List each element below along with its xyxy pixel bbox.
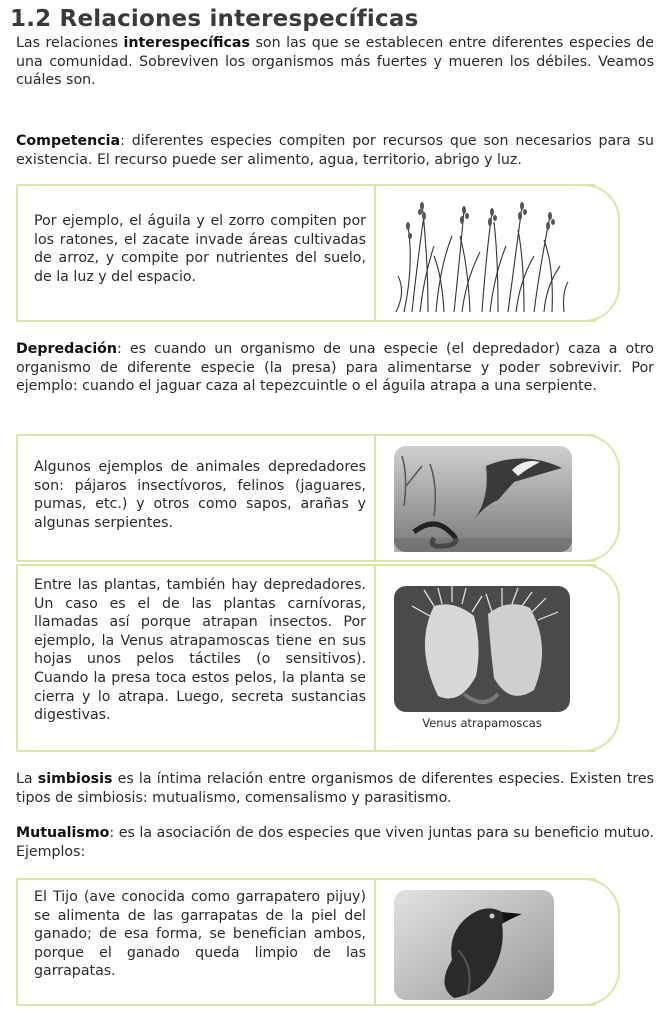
mutualismo-term: Mutualismo bbox=[16, 825, 110, 841]
depredacion-text: : es cuando un organismo de una especie (el depredador) caza a otro organismo de diferente especie (la presa) para alimentarse y poder sobrevivir. Por ejemplo: cuando el jaguar caza al tepezcuintle o el águila atrapa a una serpiente. bbox=[16, 341, 654, 395]
simbiosis-text: es la íntima relación entre organismos de diferentes especies. Existen tres tipos de simbiosis: mutualismo, comensalismo y parasitismo. bbox=[16, 771, 654, 806]
example-box-mutualismo bbox=[16, 878, 596, 1006]
example-box-depredadores bbox=[16, 434, 596, 562]
depredadores-example-text: Algunos ejemplos de animales depredadores son: pájaros insectívoros, felinos (jaguares, pumas, etc.) y otros como sapos, arañas y algunas serpientes. bbox=[34, 459, 366, 531]
box-divider bbox=[374, 566, 376, 750]
box-tab bbox=[584, 564, 620, 752]
simbiosis-term: simbiosis bbox=[37, 771, 113, 787]
simbiosis-text-start: La bbox=[16, 771, 38, 787]
intro-text-end: son las que se establecen entre diferentes especies de una comunidad. Sobreviven los organismos más fuertes y mueren los débiles. Veamos cuáles son. bbox=[16, 35, 654, 89]
tijo-bird-photo-icon bbox=[394, 890, 554, 1000]
plantas-example-text: Entre las plantas, también hay depredadores. Un caso es el de las plantas carnívoras, llamadas así porque atrapan insectos. Por ejemplo, la Venus atrapamoscas tiene en sus hojas unos pelos táctiles (o sensitivos). Cuando la presa toca estos pelos, la planta se cierra y lo atrapa. Luego, secreta sustancias digestivas. bbox=[34, 577, 366, 724]
intro-bold-term: interespecíficas bbox=[123, 35, 250, 51]
example-box-plantas bbox=[16, 564, 596, 752]
intro-paragraph bbox=[16, 34, 654, 90]
simbiosis-paragraph bbox=[16, 770, 654, 807]
example-box-competencia bbox=[16, 184, 596, 322]
mutualismo-text: : es la asociación de dos especies que viven juntas para su beneficio mutuo. Ejemplos: bbox=[16, 825, 654, 860]
venus-flytrap-photo-icon bbox=[394, 586, 570, 712]
box-tab bbox=[584, 184, 620, 322]
section-heading: 1.2 Relaciones interespecíficas bbox=[10, 6, 419, 32]
depredacion-paragraph bbox=[16, 340, 654, 396]
depredacion-term: Depredación bbox=[16, 341, 118, 357]
box-divider bbox=[374, 880, 376, 1004]
box-divider bbox=[374, 436, 376, 560]
intro-text-start: Las relaciones bbox=[16, 35, 124, 51]
eagle-snake-photo-icon bbox=[394, 446, 572, 552]
competencia-example-text: Por ejemplo, el águila y el zorro compiten por los ratones, el zacate invade áreas cultivadas de arroz, y compite por nutrientes del suelo, de la luz y del espacio. bbox=[34, 213, 366, 285]
competencia-paragraph bbox=[16, 132, 654, 169]
competencia-text: : diferentes especies compiten por recursos que son necesarios para su existencia. El recurso puede ser alimento, agua, territorio, abrigo y luz. bbox=[16, 133, 654, 168]
mutualismo-example-text: El Tijo (ave conocida como garrapatero pijuy) se alimenta de las garrapatas de la piel del ganado; de esa forma, se benefician ambos, porque el ganado queda limpio de las garrapatas. bbox=[34, 889, 366, 980]
grass-plants-icon bbox=[394, 196, 570, 314]
competencia-term: Competencia bbox=[16, 133, 121, 149]
mutualismo-paragraph bbox=[16, 824, 654, 861]
venus-caption: Venus atrapamoscas bbox=[422, 716, 542, 730]
box-tab bbox=[584, 434, 620, 562]
box-tab bbox=[584, 878, 620, 1006]
box-divider bbox=[374, 186, 376, 320]
